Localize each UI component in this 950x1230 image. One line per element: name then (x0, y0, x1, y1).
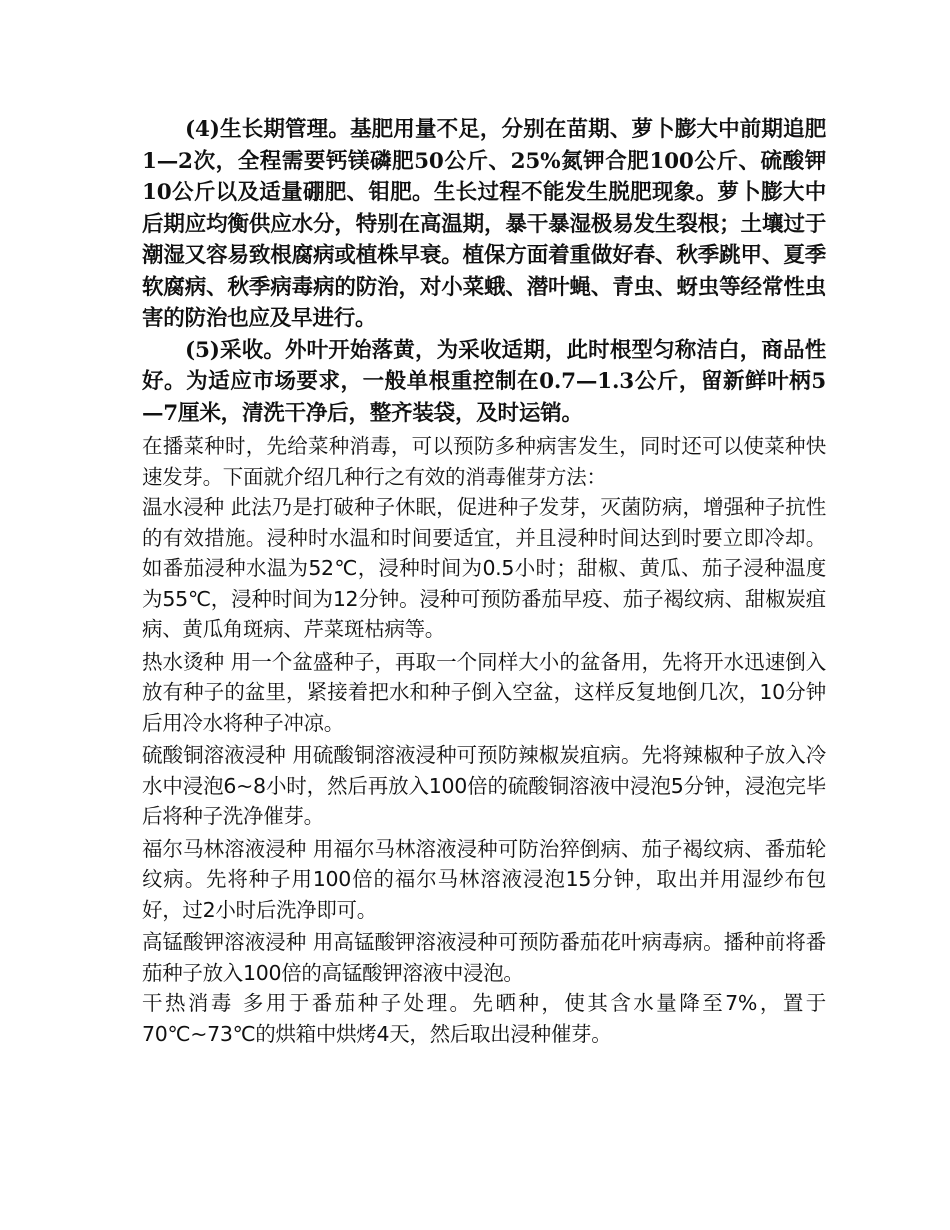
paragraph-harvest: (5)采收。外叶开始落黄，为采收适期，此时根型匀称洁白，商品性好。为适应市场要求，一般单根重控制在0.7—1.3公斤，留新鲜叶柄5—7厘米，清洗干净后，整齐装袋，及时运销。 (142, 337, 826, 426)
cultivation-section (142, 114, 826, 429)
paragraph-hot-water-scalding: 热水烫种 用一个盆盛种子，再取一个同样大小的盆备用，先将开水迅速倒入放有种子的盆里，紧接着把水和种子倒入空盆，这样反复地倒几次，10分钟后用冷水将种子冲凉。 (142, 649, 826, 735)
paragraph-formalin-soaking: 福尔马林溶液浸种 用福尔马林溶液浸种可防治猝倒病、茄子褐纹病、番茄轮纹病。先将种子用100倍的福尔马林溶液浸泡15分钟，取出并用湿纱布包好，过2小时后洗净即可。 (142, 836, 826, 922)
paragraph-copper-sulfate-soaking: 硫酸铜溶液浸种 用硫酸铜溶液浸种可预防辣椒炭疽病。先将辣椒种子放入冷水中浸泡6~8小时，然后再放入100倍的硫酸铜溶液中浸泡5分钟，浸泡完毕后将种子洗净催芽。 (142, 743, 826, 828)
document-body (142, 114, 826, 1049)
seed-disinfection-section (142, 431, 826, 1049)
paragraph-dry-heat-disinfection: 干热消毒 多用于番茄种子处理。先晒种，使其含水量降至7%，置于70℃~73℃的烘箱中烘烤4天，然后取出浸种催芽。 (142, 991, 826, 1046)
paragraph-permanganate-soaking: 高锰酸钾溶液浸种 用高锰酸钾溶液浸种可预防番茄花叶病毒病。播种前将番茄种子放入100倍的高锰酸钾溶液中浸泡。 (142, 930, 826, 985)
paragraph-intro: 在播菜种时，先给菜种消毒，可以预防多种病害发生，同时还可以使菜种快速发芽。下面就介绍几种行之有效的消毒催芽方法： (142, 434, 826, 489)
paragraph-warm-water-soaking: 温水浸种 此法乃是打破种子休眠，促进种子发芽，灭菌防病，增强种子抗性的有效措施。浸种时水温和时间要适宜，并且浸种时间达到时要立即冷却。如番茄浸种水温为52℃，浸种时间为0.5小时；甜椒、黄瓜、茄子浸种温度为55℃，浸种时间为12分钟。浸种可预防番茄早疫、茄子褐纹病、甜椒炭疽病、黄瓜角斑病、芹菜斑枯病等。 (142, 495, 826, 641)
paragraph-growth-management: (4)生长期管理。基肥用量不足，分别在苗期、萝卜膨大中前期追肥1—2次，全程需要钙镁磷肥50公斤、25%氮钾合肥100公斤、硫酸钾10公斤以及适量硼肥、钼肥。生长过程不能发生脱肥现象。萝卜膨大中后期应均衡供应水分，特别在高温期，暴干暴湿极易发生裂根；土壤过于潮湿又容易致根腐病或植株早衰。植保方面着重做好春、秋季跳甲、夏季软腐病、秋季病毒病的防治，对小菜蛾、潜叶蝇、青虫、蚜虫等经常性虫害的防治也应及早进行。 (142, 117, 826, 331)
